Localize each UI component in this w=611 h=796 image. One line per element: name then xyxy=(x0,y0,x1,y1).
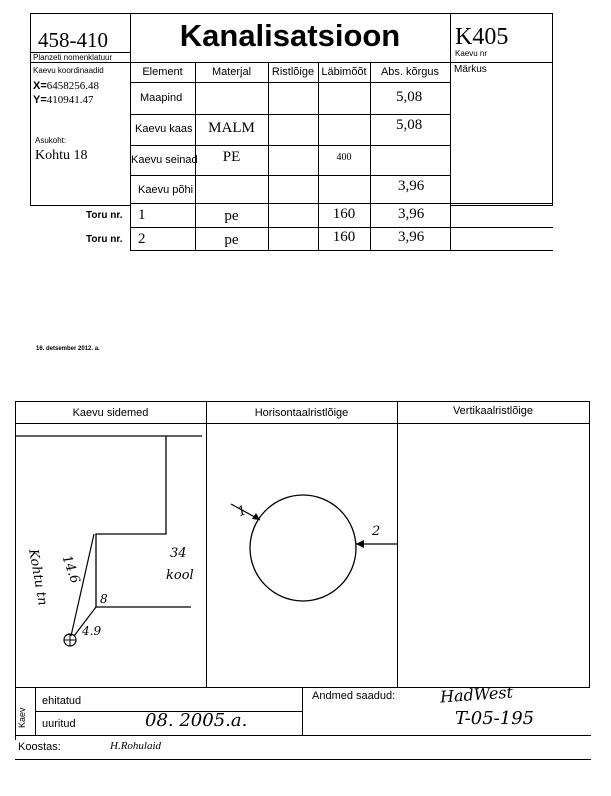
well-number-label: Kaevu nr xyxy=(455,49,488,58)
address-value: Kohtu 18 xyxy=(35,148,88,163)
surveyed-date: 08. 2005.a. xyxy=(145,710,248,731)
pipe-material: pe xyxy=(224,232,239,248)
pipe-1-label: 1 xyxy=(235,503,249,520)
pipe-material: pe xyxy=(224,208,239,224)
table-row-height: 3,96 xyxy=(398,178,425,194)
surveyed-label: uuritud xyxy=(42,718,76,730)
street-label: Kohtu tn xyxy=(25,548,50,607)
date-note: 16. detsember 2012. a. xyxy=(36,346,100,352)
sheet-code-label: Planzeti nomenklatuur xyxy=(33,53,113,62)
address-label: Asukoht: xyxy=(35,136,67,145)
data-source-label: Andmed saadud: xyxy=(312,690,396,702)
well-circle-icon xyxy=(250,495,356,601)
building-name: kool xyxy=(166,568,194,583)
col-vertical-header: Vertikaalristlõige xyxy=(452,405,534,417)
distance-c: 8 xyxy=(100,592,108,606)
data-source-ref: T-05-195 xyxy=(455,708,535,729)
table-row-diameter: 400 xyxy=(336,152,352,163)
page-title: Kanalisatsioon xyxy=(179,18,401,53)
header-element: Element xyxy=(142,66,183,78)
remarks-label: Märkus xyxy=(454,64,487,75)
coords-label: Kaevu koordinaadid xyxy=(33,66,104,75)
y-coordinate: Y=410941.47 xyxy=(33,94,94,106)
table-row-element: Maapind xyxy=(140,92,183,104)
x-coordinate: X=6458256.48 xyxy=(33,80,100,92)
pipe-2-label: 2 xyxy=(372,524,381,539)
table-row-element: Kaevu kaas xyxy=(135,123,193,135)
data-source-org: HadWest xyxy=(439,682,514,707)
well-number: K405 xyxy=(455,24,509,50)
built-label: ehitatud xyxy=(42,695,82,707)
side-label: Kaev xyxy=(17,707,27,728)
pipe-diameter: 160 xyxy=(332,229,356,245)
table-row-material: PE xyxy=(222,149,241,165)
table-row-height: 5,08 xyxy=(396,117,423,133)
pipe-number: 1 xyxy=(138,207,146,223)
pipe-label: Toru nr. xyxy=(86,234,123,245)
header-section: Ristlõige xyxy=(271,66,315,78)
pipe-diameter: 160 xyxy=(332,206,356,222)
header-material: Materjal xyxy=(211,66,252,78)
pipe-number: 2 xyxy=(138,231,146,247)
table-row-height: 5,08 xyxy=(396,89,423,105)
table-row-material: MALM xyxy=(208,120,255,136)
table-row-element: Kaevu põhi xyxy=(138,184,194,196)
distance-b: 4.9 xyxy=(82,624,102,638)
compiled-label: Koostas: xyxy=(18,741,61,753)
sheet-code: 458-410 xyxy=(38,28,108,52)
header-diameter: Läbimõõt xyxy=(321,66,367,78)
header-height: Abs. kõrgus xyxy=(380,66,440,78)
pipe-label: Toru nr. xyxy=(86,210,123,221)
building-number: 34 xyxy=(170,546,187,561)
col-ties-header: Kaevu sidemed xyxy=(72,407,149,419)
horizontal-section-sketch xyxy=(207,424,397,686)
col-horizontal-header: Horisontaalristlõige xyxy=(254,407,349,419)
table-row-element: Kaevu seinad xyxy=(131,154,198,166)
pipe-height: 3,96 xyxy=(398,206,425,222)
pipe-height: 3,96 xyxy=(398,229,425,245)
distance-a: 14.6 xyxy=(58,553,83,586)
compiled-by: H.Rohulaid xyxy=(110,740,162,752)
